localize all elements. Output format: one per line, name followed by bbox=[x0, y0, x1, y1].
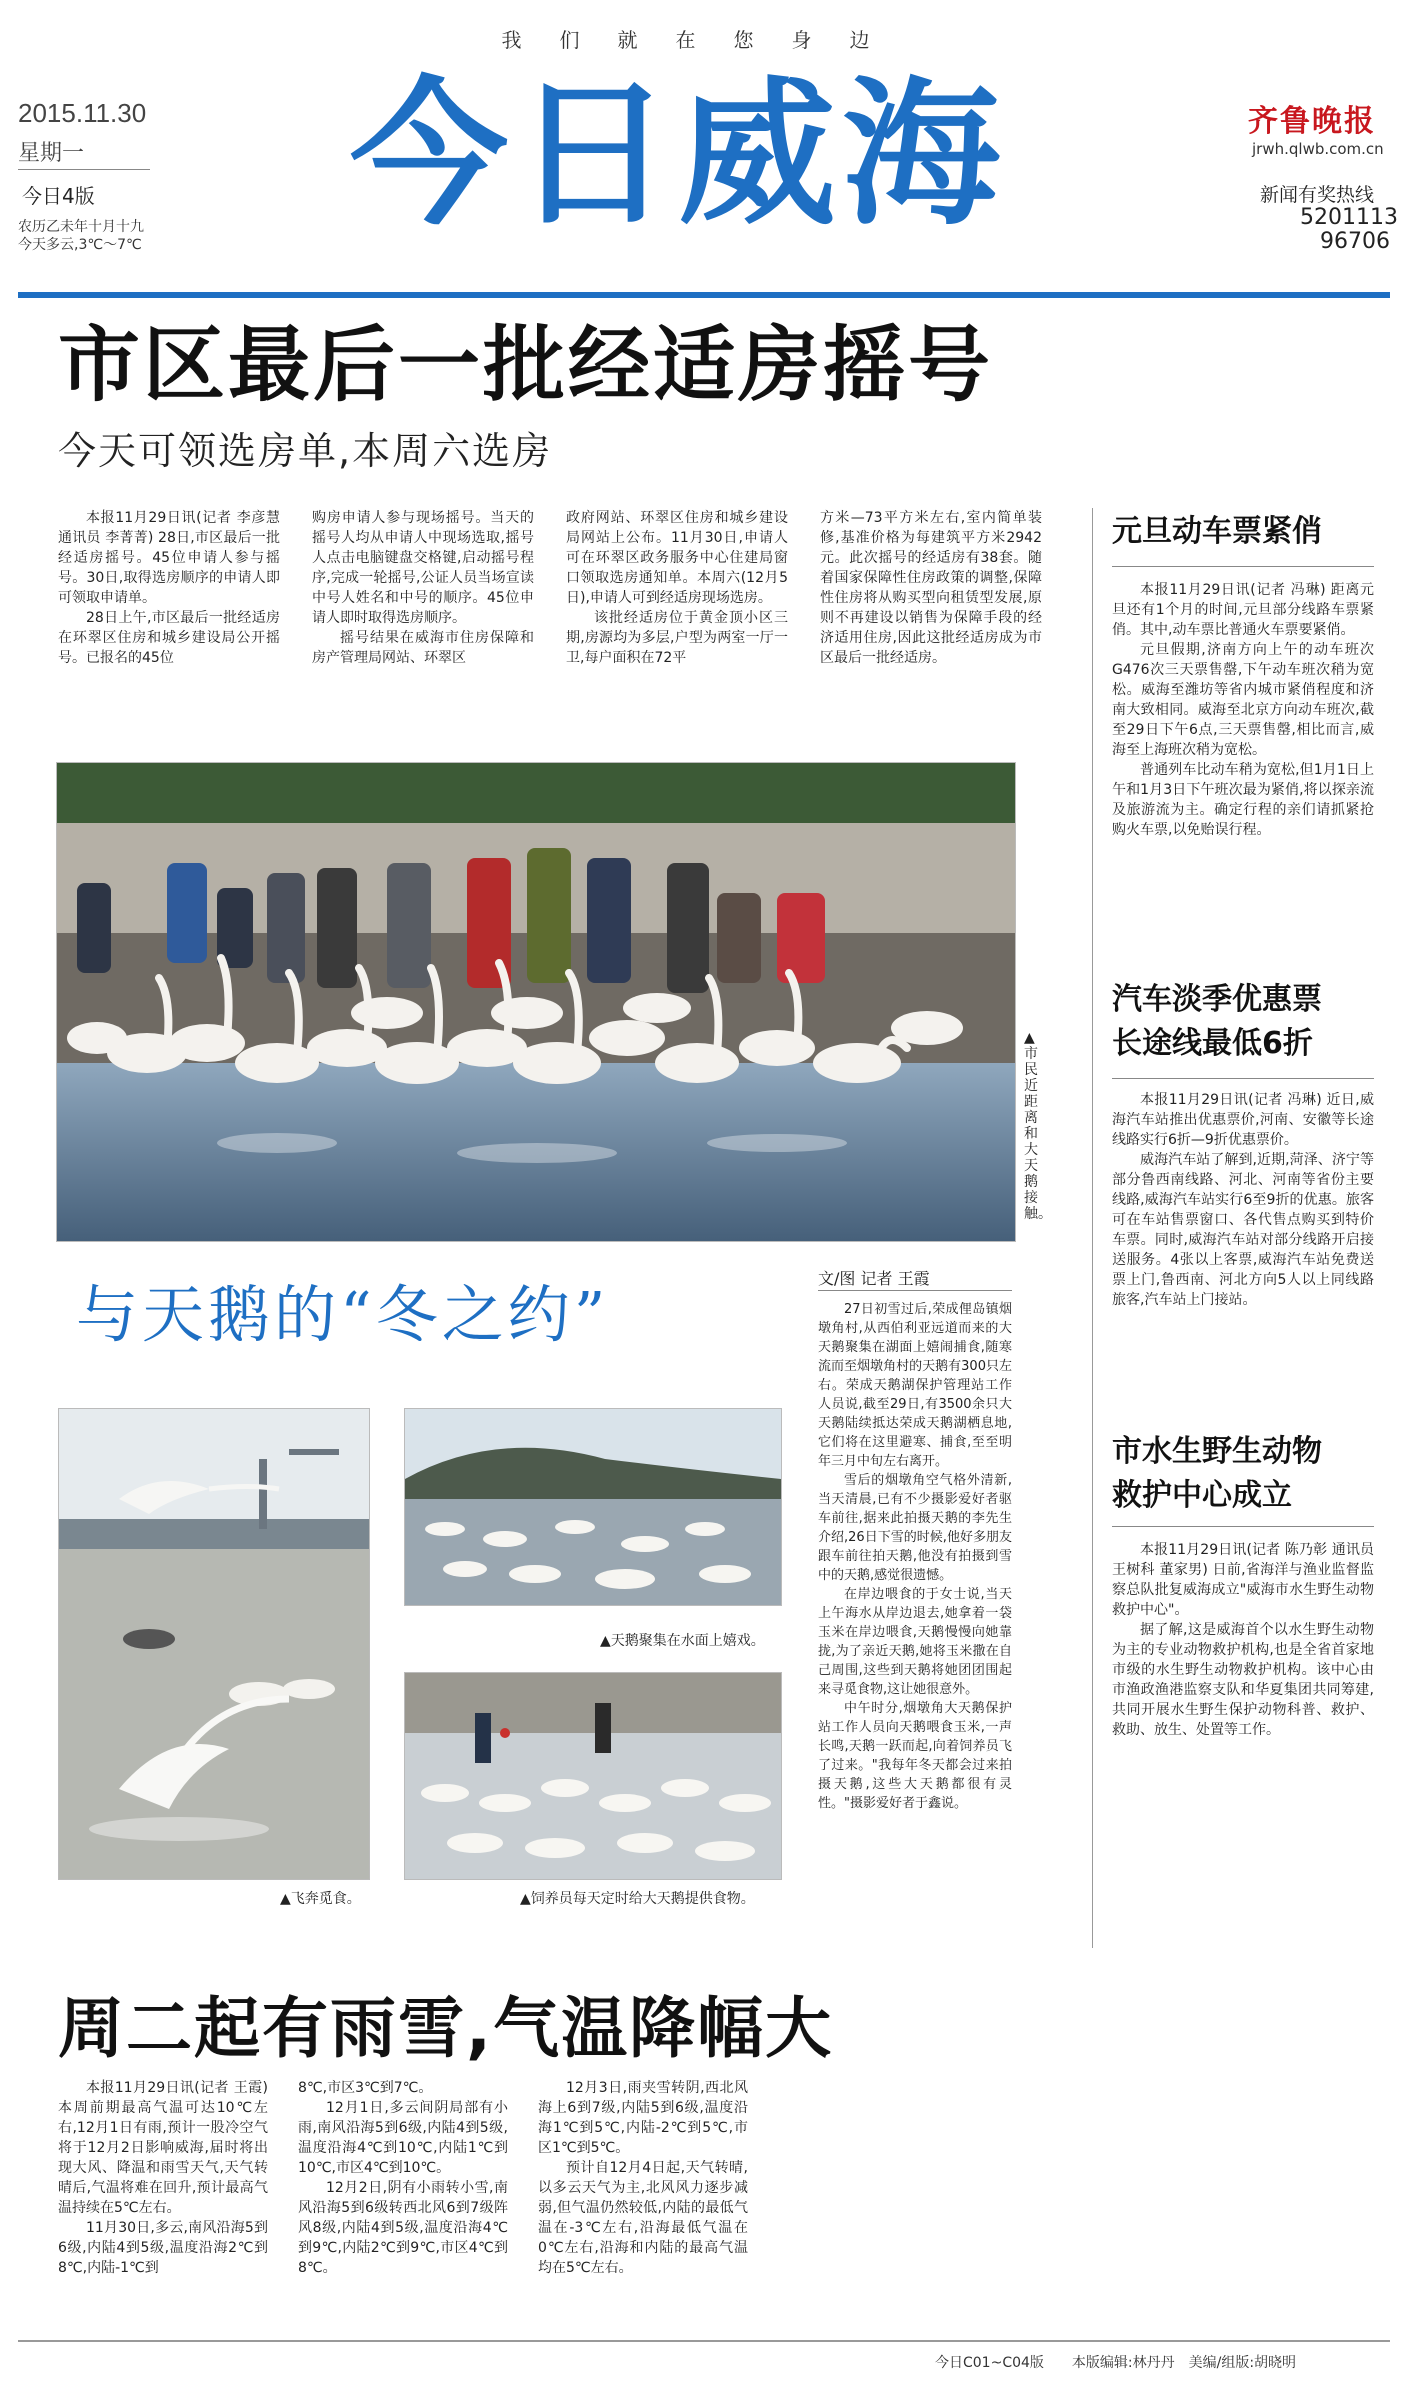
caption-feeding: ▲饲养员每天定时给大天鹅提供食物。 bbox=[520, 1891, 755, 1907]
swan-flying-illustration bbox=[59, 1409, 369, 1879]
slogan: 我们就在您身边 bbox=[501, 28, 908, 52]
feature-byline: 文/图 记者 王霞 bbox=[818, 1269, 930, 1288]
swan-main-illustration bbox=[57, 763, 1015, 1241]
lunar-weather bbox=[18, 218, 144, 254]
today-weather: 今天多云,3℃～7℃ bbox=[18, 237, 142, 253]
feature-title: 与天鹅的“冬之约” bbox=[76, 1278, 610, 1351]
caption-flying: ▲飞奔觅食。 bbox=[280, 1891, 361, 1907]
lead-subhead: 今天可领选房单,本周六选房 bbox=[58, 429, 553, 473]
edition-label: 今日4版 bbox=[22, 184, 95, 208]
hotline-label: 新闻有奖热线 bbox=[1260, 184, 1375, 206]
lead-column-4: 方米—73平方米左右,室内简单装修,基准价格为每建筑平方米2942元。此次摇号的经适房有38套。随着国家保障性住房政策的调整,保障性住房将从购买型向租赁型发展,原则不再建设以销售为保障手段的经济适用住房,因此这批经适房成为市区最后一批经适房。 bbox=[820, 510, 1042, 666]
swans-water-illustration bbox=[405, 1409, 781, 1605]
sidebar-rule bbox=[1112, 1526, 1374, 1527]
header-rule bbox=[18, 292, 1390, 298]
sidebar-story-wildlife: 本报11月29日讯(记者 陈乃彰 通讯员 王树科 董家男) 日前,省海洋与渔业监督监察总队批复威海成立"威海市水生野生动物救护中心"。 据了解,这是威海首个以水生野生动物为主的专业动物救护机构,也是全省首家地市级的水生野生动物救护机构。该中心由市渔政渔港监察支队和华夏集团共同筹建,共同开展水生野生保护动物科普、救护、救助、放生、处置等工作。 bbox=[1112, 1542, 1374, 1738]
paper-url[interactable]: jrwh.qlwb.com.cn bbox=[1252, 140, 1384, 158]
swan-flying-photo bbox=[58, 1408, 370, 1880]
swans-feeding-illustration bbox=[405, 1673, 781, 1879]
sidebar-divider bbox=[1092, 508, 1093, 1948]
sidebar-headline-train: 元旦动车票紧俏 bbox=[1112, 514, 1322, 549]
issue-date: 2015.11.30 bbox=[18, 98, 147, 128]
lunar-date: 农历乙未年十月十九 bbox=[18, 219, 144, 235]
lead-headline: 市区最后一批经适房摇号 bbox=[58, 318, 994, 413]
footer-rule bbox=[18, 2340, 1390, 2342]
sidebar-story-train: 本报11月29日讯(记者 冯琳) 距离元旦还有1个月的时间,元旦部分线路车票紧俏。其中,动车票比普通火车票要紧俏。 元旦假期,济南方向上午的动车班次G476次三天票售罄,下午动车班次稍为宽松。威海至潍坊等省内城市紧俏程度和济南大致相同。威海至北京方向动车班次,截至29日下午6点,三天票售罄,相比而言,威海至上海班次稍为宽松。 普通列车比动车稍为宽松,但1月1日上午和1月3日下午班次最为紧俏,将以探亲流及旅游流为主。确定行程的亲们请抓紧抢购火车票,以免贻误行程。 bbox=[1112, 582, 1374, 838]
sidebar-headline-wildlife: 市水生野生动物 救护中心成立 bbox=[1112, 1434, 1322, 1513]
feature-body: 27日初雪过后,荣成俚岛镇烟墩角村,从西伯利亚远道而来的大天鹅聚集在湖面上嬉闹捕食,随寒流而至烟墩角村的天鹅有300只左右。荣成天鹅湖保护管理站工作人员说,截至29日,有3500余只大天鹅陆续抵达荣成天鹅湖栖息地,它们将在这里避寒、捕食,至至明年三月中旬左右离开。 雪后的烟墩角空气格外清新,当天清晨,已有不少摄影爱好者驱车前往,据来此拍摄天鹅的李先生介绍,26日下雪的时候,他好多朋友跟车前往拍天鹅,他没有拍摄到雪中的天鹅,感觉很遗憾。 在岸边喂食的于女士说,当天上午海水从岸边退去,她拿着一袋玉米在岸边喂食,天鹅慢慢向她靠拢,为了亲近天鹅,她将玉米撒在自己周围,这些到天鹅将她团团围起来寻觅食物,这让她很意外。 中午时分,烟墩角大天鹅保护站工作人员向天鹅喂食玉米,一声长鸣,天鹅一跃而起,向着饲养员飞了过来。"我每年冬天都会过来拍摄天鹅,这些大天鹅都很有灵性。"摄影爱好者于鑫说。 bbox=[818, 1302, 1012, 1811]
masthead-title: 今日威海 bbox=[350, 62, 1006, 247]
footer-credits: 今日C01~C04版 本版编辑:林丹丹 美编/组版:胡晓明 bbox=[935, 2355, 1297, 2371]
hotline-numbers bbox=[1300, 205, 1398, 254]
sidebar-story-bus: 本报11月29日讯(记者 冯琳) 近日,威海汽车站推出优惠票价,河南、安徽等长途线路实行6折—9折优惠票价。 威海汽车站了解到,近期,菏泽、济宁等部分鲁西南线路、河北、河南等省份主要线路,威海汽车站实行6至9折的优惠。旅客可在车站售票窗口、各代售点购买到特价车票。同时,威海汽车站对部分线路开启接送服务。4张以上客票,威海汽车站免费送票上门,鲁西南、河北方向5人以上同线路旅客,汽车站上门接站。 bbox=[1112, 1092, 1374, 1308]
caption-water: ▲天鹅聚集在水面上嬉戏。 bbox=[600, 1633, 765, 1649]
weekday: 星期一 bbox=[18, 136, 150, 170]
weather-column-2: 8℃,市区3℃到7℃。 12月1日,多云间阴局部有小雨,南风沿海5到6级,内陆4到5级,温度沿海4℃到10℃,内陆1℃到10℃,市区4℃到10℃。 12月2日,阴有小雨转小雪,南风沿海5到6级转西北风6到7级阵风8级,内陆4到5级,温度沿海4℃到9℃,内陆2℃到9℃,市区4℃到8℃。 bbox=[298, 2080, 508, 2276]
swan-main-photo bbox=[56, 762, 1016, 1242]
weather-headline: 周二起有雨雪,气温降幅大 bbox=[58, 1990, 834, 2067]
paper-logo: 齐鲁晚报 bbox=[1248, 104, 1376, 139]
main-photo-caption: ▲市民近距离和大天鹅接触。 bbox=[1024, 1030, 1052, 1222]
sidebar-rule bbox=[1112, 1078, 1374, 1079]
sidebar-rule bbox=[1112, 566, 1374, 567]
hotline-number-1: 5201113 bbox=[1300, 205, 1398, 230]
swans-feeding-photo bbox=[404, 1672, 782, 1880]
hotline-number-2: 96706 bbox=[1320, 229, 1390, 254]
sidebar-headline-bus: 汽车淡季优惠票 长途线最低6折 bbox=[1112, 982, 1322, 1061]
weather-column-3: 12月3日,雨夹雪转阴,西北风海上6到7级,内陆5到6级,温度沿海1℃到5℃,内陆-2℃到5℃,市区1℃到5℃。 预计自12月4日起,天气转晴,以多云天气为主,北风风力逐步减弱,但气温仍然较低,内陆的最低气温在-3℃左右,沿海最低气温在0℃左右,沿海和内陆的最高气温均在5℃左右。 bbox=[538, 2080, 748, 2276]
weather-column-1: 本报11月29日讯(记者 王霞) 本周前期最高气温可达10℃左右,12月1日有雨,预计一股冷空气将于12月2日影响威海,届时将出现大风、降温和雨雪天气,天气转晴后,气温将难在回升,预计最高气温持续在5℃左右。 11月30日,多云,南风沿海5到6级,内陆4到5级,温度沿海2℃到8℃,内陆-1℃到 bbox=[58, 2080, 268, 2276]
lead-column-2: 购房申请人参与现场摇号。当天的摇号人均从申请人中现场选取,摇号人点击电脑键盘交格键,启动摇号程序,完成一轮摇号,公证人员当场宣读中号人姓名和中号的顺序。45位申请人即时取得选房顺序。 摇号结果在威海市住房保障和房产管理局网站、环翠区 bbox=[312, 510, 534, 666]
swans-water-photo bbox=[404, 1408, 782, 1606]
lead-column-3: 政府网站、环翠区住房和城乡建设局网站上公布。11月30日,申请人可在环翠区政务服务中心住建局窗口领取选房通知单。本周六(12月5日),申请人可到经适房现场选房。 该批经适房位于黄金顶小区三期,房源均为多层,户型为两室一厅一卫,每户面积在72平 bbox=[566, 510, 788, 666]
byline-rule bbox=[818, 1290, 1012, 1291]
lead-column-1: 本报11月29日讯(记者 李彦慧 通讯员 李菁菁) 28日,市区最后一批经适房摇号。45位申请人参与摇号。30日,取得选房顺序的申请人即可领取申请单。 28日上午,市区最后一批经适房在环翠区住房和城乡建设局公开摇号。已报名的45位 bbox=[58, 510, 280, 666]
